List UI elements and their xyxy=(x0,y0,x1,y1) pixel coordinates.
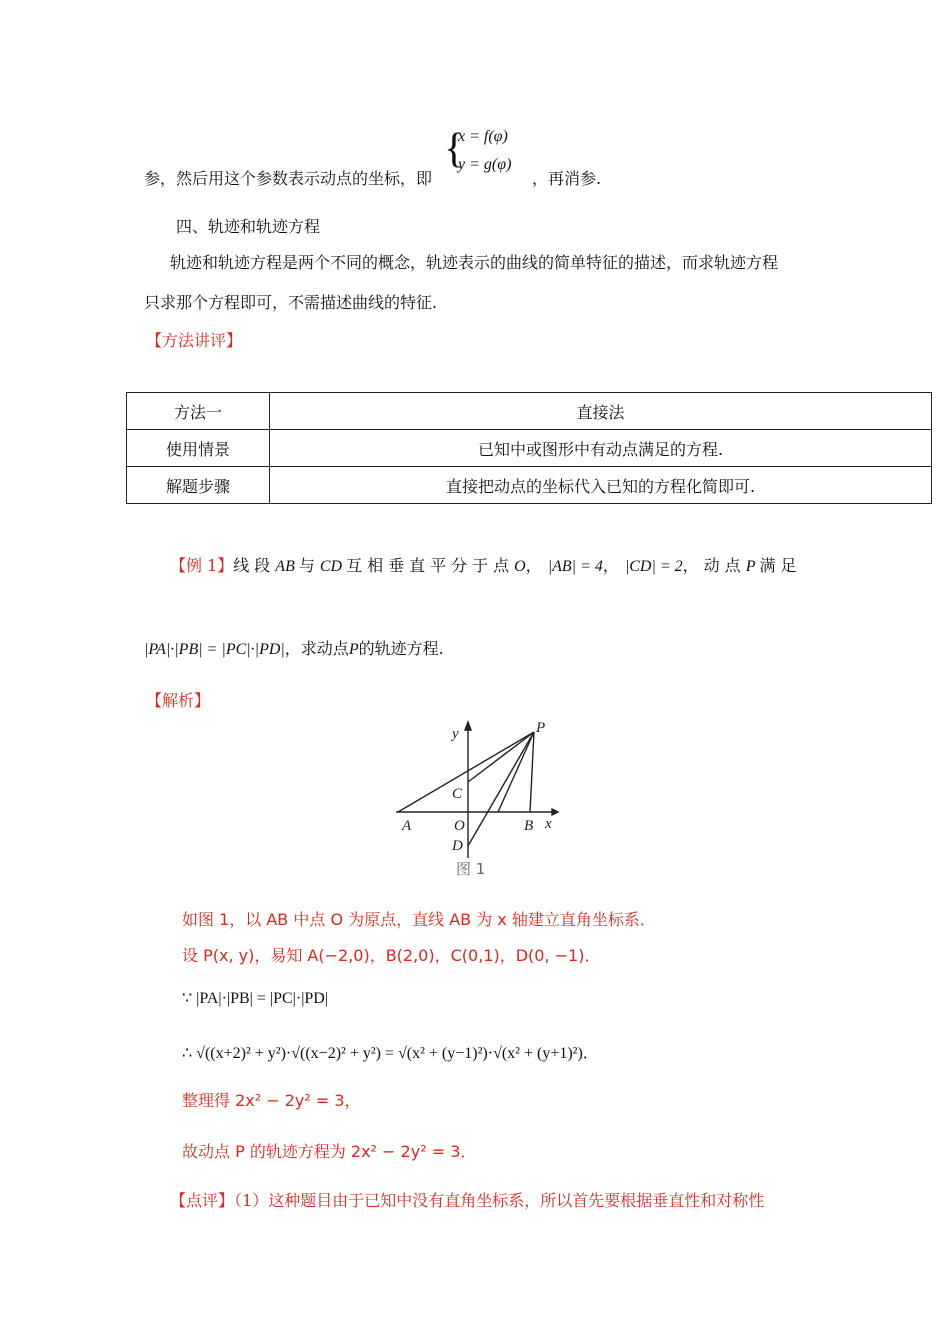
example-text: ，动点 xyxy=(682,556,746,575)
intro-suffix: ，再消参. xyxy=(532,169,602,188)
comment-tag: 【点评】 xyxy=(170,1191,235,1210)
point-o: O xyxy=(514,558,526,575)
label-o: O xyxy=(454,818,465,834)
label-b: B xyxy=(524,818,534,834)
table-row xyxy=(127,467,932,504)
section-heading: 四、轨迹和轨迹方程 xyxy=(176,217,321,236)
method-table xyxy=(126,392,932,504)
figure-caption: 图 1 xyxy=(456,860,486,878)
table-cell-value: 直接法 xyxy=(270,393,932,430)
example-condition: |PA|·|PB| = |PC|·|PD| xyxy=(144,641,285,658)
table-cell-value: 已知中或图形中有动点满足的方程. xyxy=(270,430,932,467)
solution-line6: 故动点 P 的轨迹方程为 2x² − 2y² = 3． xyxy=(182,1142,477,1161)
example-text: 满足 xyxy=(759,556,802,575)
label-p: P xyxy=(536,720,546,736)
label-y: y xyxy=(452,726,459,742)
segment-ab: AB xyxy=(275,558,295,575)
section-paragraph-line2: 只求那个方程即可，不需描述曲线的特征. xyxy=(144,293,438,312)
example-line2 xyxy=(144,636,444,659)
figure-1 xyxy=(390,718,570,880)
comment-line xyxy=(170,1188,764,1211)
method-tag: 【方法讲评】 xyxy=(146,331,243,350)
point-p: P xyxy=(348,641,359,658)
example-text: 互相垂直平分于点 xyxy=(346,556,515,575)
table-cell-label: 使用情景 xyxy=(127,430,270,467)
segment-pd-inner xyxy=(498,732,534,812)
table-row xyxy=(127,430,932,467)
comment-text: （1）这种题目由于已知中没有直角坐标系，所以首先要根据垂直性和对称性 xyxy=(234,1191,765,1210)
table-cell-label: 解题步骤 xyxy=(127,467,270,504)
solution-line3: ∵ |PA|·|PB| = |PC|·|PD| xyxy=(182,990,329,1007)
intro-prefix: 参，然后用这个参数表示动点的坐标，即 xyxy=(144,169,433,188)
param-eq-y: y = g(φ) xyxy=(458,156,512,173)
label-a: A xyxy=(402,818,412,834)
table-row xyxy=(127,393,932,430)
segment-pb xyxy=(530,732,534,812)
abs-ab: |AB| = 4 xyxy=(547,558,603,575)
label-d: D xyxy=(452,838,463,854)
example-line1: 【例 1】线段AB 与CD 互相垂直平分于点O， |AB| = 4， |CD| = 2，动点P 满足 xyxy=(170,556,802,575)
left-brace: { xyxy=(444,126,465,172)
example-text: 线段 xyxy=(233,556,276,575)
analysis-tag: 【解析】 xyxy=(146,691,211,710)
y-axis-arrow xyxy=(465,722,471,730)
table-cell-label: 方法一 xyxy=(127,393,270,430)
segment-pc xyxy=(468,732,534,782)
example-text: ，求动点 xyxy=(284,639,349,658)
solution-line2: 设 P(x, y)，易知 A(−2,0)，B(2,0)，C(0,1)，D(0, −1)． xyxy=(182,946,601,965)
solution-line5: 整理得 2x² − 2y² = 3， xyxy=(182,1091,361,1110)
label-c: C xyxy=(452,786,463,802)
segment-pa xyxy=(398,732,534,812)
param-eq-x: x = f(φ) xyxy=(458,128,508,145)
example-text: 的轨迹方程. xyxy=(358,639,444,658)
solution-line1: 如图 1，以 AB 中点 O 为原点，直线 AB 为 x 轴建立直角坐标系． xyxy=(182,910,656,929)
point-p: P xyxy=(745,558,756,575)
x-axis-arrow xyxy=(552,809,558,815)
intro-line xyxy=(144,166,432,189)
label-x: x xyxy=(545,816,552,832)
section-paragraph-line1: 轨迹和轨迹方程是两个不同的概念，轨迹表示的曲线的简单特征的描述，而求轨迹方程 xyxy=(170,253,779,272)
example-tag: 【例 1】 xyxy=(170,556,234,575)
segment-cd: CD xyxy=(319,558,343,575)
solution-line4: ∴ √((x+2)² + y²)·√((x−2)² + y²) = √(x² + (y−1)²)·√(x² + (y+1)²)． xyxy=(182,1045,599,1062)
example-text: 与 xyxy=(298,556,320,575)
abs-cd: |CD| = 2 xyxy=(624,558,683,575)
table-cell-value: 直接把动点的坐标代入已知的方程化简即可. xyxy=(270,467,932,504)
